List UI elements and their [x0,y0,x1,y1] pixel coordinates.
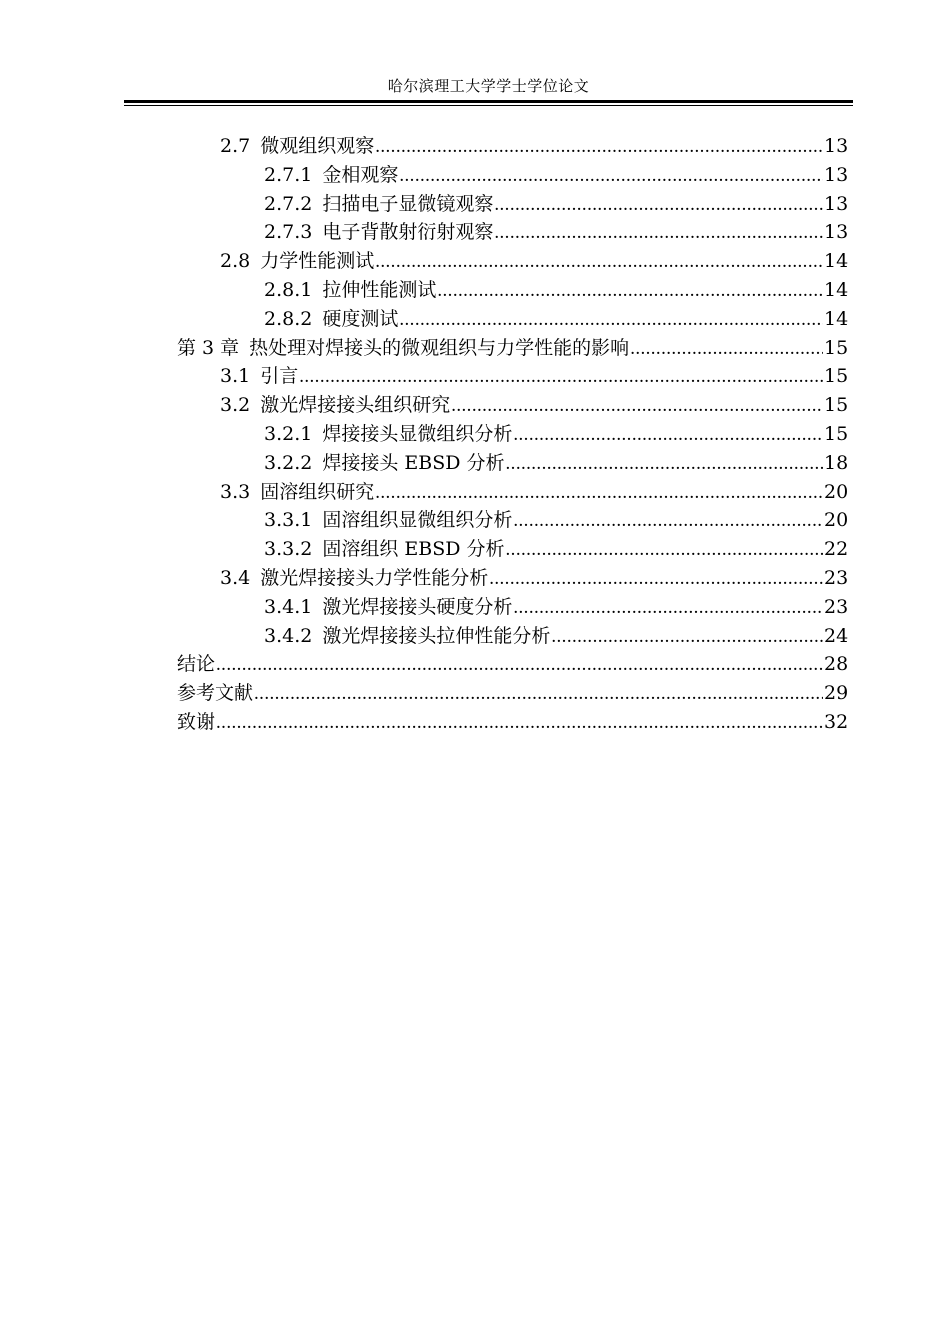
toc-dot-leader [254,680,823,708]
toc-entry-page-number: 13 [824,221,849,244]
toc-dot-leader [551,623,823,651]
toc-dot-leader [299,363,823,391]
toc-entry[interactable] [220,391,849,419]
toc-entry[interactable] [264,535,849,563]
toc-entry-number: 3.3.2 [264,538,313,561]
toc-entry[interactable] [177,650,849,678]
toc-entry[interactable] [264,449,849,477]
toc-entry[interactable] [220,132,849,160]
toc-entry-title: 微观组织观察 [260,135,375,157]
toc-entry-number: 3.3.1 [264,509,313,532]
toc-dot-leader [399,162,823,190]
toc-entry-title: 引言 [260,365,299,388]
toc-dot-leader [216,709,823,737]
toc-entry[interactable] [220,362,849,390]
toc-entry-page-number: 23 [824,567,849,589]
toc-entry-page-number: 15 [824,423,849,445]
toc-dot-leader [399,306,823,334]
toc-entry-number: 3.3 [220,480,251,503]
toc-entry-page-number: 28 [824,653,849,676]
toc-entry-title: 金相观察 [322,163,399,186]
toc-entry[interactable] [264,276,849,304]
toc-entry-title: 固溶组织研究 [260,480,375,503]
toc-dot-leader [513,594,823,622]
toc-dot-leader [375,133,823,161]
toc-entry[interactable] [264,161,849,189]
toc-dot-leader [506,450,823,478]
toc-entry[interactable] [264,420,849,448]
toc-entry-title: 参考文献 [177,682,254,705]
toc-entry-number: 2.7.2 [264,192,313,215]
toc-entry-title: 热处理对焊接头的微观组织与力学性能的影响 [249,336,630,359]
header-rule-thick [124,100,853,103]
toc-entry-page-number: 13 [824,135,849,157]
toc-dot-leader [489,565,823,593]
toc-dot-leader [451,392,823,420]
toc-entry-page-number: 14 [824,250,849,273]
toc-entry-title: 电子背散射衍射观察 [322,221,494,244]
toc-entry-page-number: 20 [824,509,849,532]
toc-entry-page-number: 13 [824,192,849,215]
toc-entry-page-number: 29 [824,682,849,705]
toc-entry-number: 3.4.2 [264,624,313,647]
toc-entry-number: 3.4.1 [264,595,313,618]
toc-entry-title: 激光焊接接头拉伸性能分析 [322,624,551,647]
toc-entry-title: 激光焊接接头硬度分析 [322,595,513,618]
toc-entry[interactable] [220,247,849,275]
toc-dot-leader [506,536,823,564]
toc-entry-title: 力学性能测试 [260,250,375,273]
toc-entry-page-number: 15 [824,365,849,388]
toc-entry[interactable] [264,593,849,621]
toc-entry-number: 2.7.3 [264,221,313,244]
toc-entry[interactable] [177,679,849,707]
toc-entry[interactable] [264,506,849,534]
toc-entry-page-number: 15 [824,394,849,417]
toc-entry-page-number: 18 [824,451,849,474]
toc-dot-leader [375,479,823,507]
toc-dot-leader [630,335,823,363]
toc-entry-page-number: 15 [824,336,849,359]
toc-entry-page-number: 14 [824,307,849,330]
toc-dot-leader [494,191,823,219]
toc-entry-title: 硬度测试 [322,307,399,330]
toc-entry-page-number: 32 [824,711,849,733]
toc-entry-title: 焊接接头显微组织分析 [322,423,513,445]
toc-dot-leader [513,507,823,535]
toc-entry-title: 扫描电子显微镜观察 [322,192,494,215]
toc-entry-page-number: 23 [824,595,849,618]
toc-entry-title: 拉伸性能测试 [322,279,437,301]
header-rule-thin [124,105,853,106]
toc-entry-title: 激光焊接接头力学性能分析 [260,567,489,589]
toc-entry[interactable] [264,305,849,333]
toc-entry-number: 2.7.1 [264,163,313,186]
toc-entry-number: 第 3 章 [177,336,240,359]
toc-entry-page-number: 24 [824,624,849,647]
toc-entry-page-number: 22 [824,538,849,561]
toc-entry-title: 致谢 [177,711,216,733]
toc-entry-number: 3.1 [220,365,251,388]
toc-entry[interactable] [220,478,849,506]
toc-dot-leader [494,219,823,247]
toc-dot-leader [437,277,823,305]
toc-entry-number: 2.8 [220,250,251,273]
toc-entry[interactable] [264,218,849,246]
toc-entry-title: 激光焊接接头组织研究 [260,394,451,417]
toc-entry-title: 固溶组织 EBSD 分析 [322,538,505,561]
toc-entry-title: 固溶组织显微组织分析 [322,509,513,532]
toc-entry-title: 焊接接头 EBSD 分析 [322,451,505,474]
toc-entry-number: 3.2 [220,394,251,417]
toc-dot-leader [375,248,823,276]
toc-entry-title: 结论 [177,653,216,676]
toc-entry[interactable] [264,190,849,218]
toc-entry[interactable] [177,708,849,736]
toc-dot-leader [216,651,823,679]
toc-entry-number: 2.7 [220,135,251,157]
toc-entry-number: 3.4 [220,567,251,589]
toc-entry[interactable] [177,334,849,362]
toc-entry-page-number: 14 [824,279,849,301]
toc-dot-leader [513,421,823,449]
toc-entry-page-number: 13 [824,163,849,186]
toc-entry-number: 2.8.1 [264,279,313,301]
toc-entry-number: 2.8.2 [264,307,313,330]
toc-entry-number: 3.2.2 [264,451,313,474]
toc-entry-page-number: 20 [824,480,849,503]
running-header: 哈尔滨理工大学学士学位论文 [387,77,590,95]
toc-entry[interactable] [220,564,849,592]
toc-entry[interactable] [264,622,849,650]
toc-entry-number: 3.2.1 [264,423,313,445]
